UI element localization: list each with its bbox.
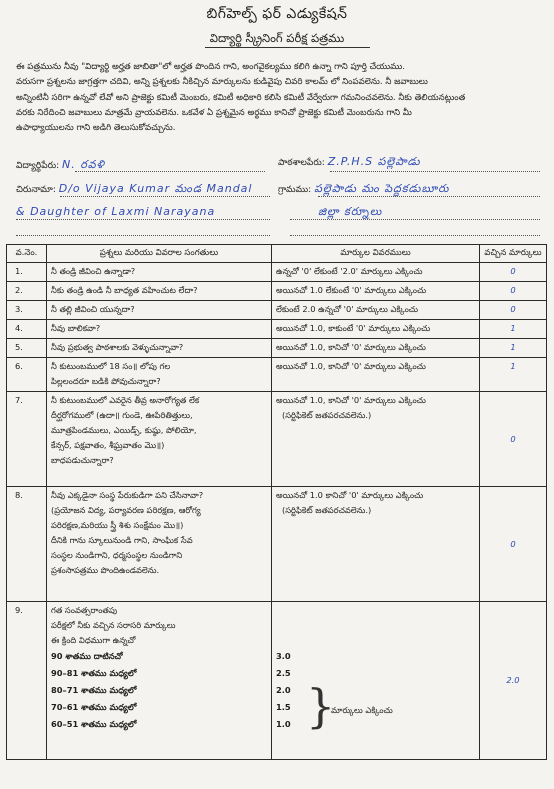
instruction-line: అన్నింటినీ సరిగా ఉన్నవో లేవో అని ప్రాజెక్టు కమిటీ మెంబరు, కమిటీ అధికారి కలిసి కమిటీ వేర్వేరుగా గమనించవలెను. నీకు తెలియనట్లుంత	[16, 92, 466, 103]
instruction-line: ఉపాధ్యాయులను గాని అడిగి తెలుసుకోవచ్చును.	[16, 123, 176, 134]
table-row	[7, 301, 547, 320]
table-header-row	[7, 245, 547, 263]
percentage-range: 60–51 శాతము మధ్యలో	[51, 719, 137, 729]
table-row	[7, 487, 547, 602]
row-marks-desc: అయినచో 1.0, కానిచో '0' మార్కులు ఎక్కించు	[272, 339, 480, 358]
row-marks-desc: లేకుంటే 2.0 ఉన్నచో '0' మార్కులు ఎక్కించు	[272, 301, 480, 320]
header-question: ప్రశ్నలు మరియు వివరాల సంగతులు	[47, 245, 272, 263]
student-name-underline	[75, 171, 265, 172]
header-sno: వ.నెం.	[7, 245, 47, 263]
row-marks-desc: ఉన్నచో '0' లేకుంటే '2.0' మార్కులు ఎక్కించు	[272, 263, 480, 282]
question-line: నీవు ఎక్కడైనా సంస్థ పేరుకుడిగా పని చేసినావా?	[51, 490, 204, 500]
village-value: పల్లెపాడు మం పెద్దకడుబూరు	[314, 182, 450, 195]
question-line: పరిరక్షణ,మరియు స్త్రీ శిశు సంక్షేమం మొ॥)	[51, 520, 184, 530]
instruction-line: వరకు నిరేదించి జవాబులు మాత్రమే వ్రాయవలెను. ఒకవేళ ఏ ప్రశ్నమైన అర్థము కానిచో ప్రాజెక్టు కమిటీ మెంబరును గాని మీ	[16, 107, 412, 118]
row-number: 7.	[7, 392, 47, 487]
question-line: దీనికి గాను స్కూలునుండి గాని, సాంఘిక సేవ	[51, 535, 193, 545]
curly-brace-icon: }	[306, 679, 336, 733]
instruction-line: ఈ పత్రమును నీవు "విద్యార్థి అర్హత జాబితా"లో అర్హత పొందిన గాని, అంగవైకల్యము కలిగి ఉన్నా గాని పూర్తి చేయుము.	[16, 62, 405, 72]
score-value: 1.5	[276, 702, 291, 712]
score-value: 1.0	[276, 719, 291, 729]
address-value-line1: D/o Vijaya Kumar మండ Mandal	[58, 182, 253, 195]
certificate-note: (సర్టిఫికెట్ జతపరచవలెను.)	[282, 410, 372, 420]
row-mark-input[interactable]: 0	[480, 392, 547, 487]
village-underline	[318, 196, 540, 197]
percentage-range: 90–81 శాతము మధ్యలో	[51, 668, 137, 678]
row-question: నీ తల్లి జీవించి యున్నదా?	[47, 301, 272, 320]
address-label: చిరునామా:	[16, 185, 56, 195]
page-subtitle: విద్యార్థి స్క్రీనింగ్ పరీక్ష పత్రము	[209, 31, 345, 45]
marks-desc-line: అయినచో 1.0 కానిచో '0' మార్కులు ఎక్కించు	[276, 490, 424, 500]
row-mark-input[interactable]: 1	[480, 358, 547, 392]
school-name-value: Z.P.H.S పల్లెపాడు	[327, 155, 421, 168]
row-mark-input[interactable]: 0	[480, 263, 547, 282]
table-row	[7, 358, 547, 392]
row-question: నీకు తండ్రి ఉండి నీ బాధ్యత వహించుట లేదా?	[47, 282, 272, 301]
row-number: 8.	[7, 487, 47, 602]
row-question	[47, 602, 272, 760]
address-underline-2	[16, 219, 270, 220]
question-line: పిల్లలందరూ బడికి పోవుచున్నారా?	[51, 376, 161, 386]
question-line: (ప్రయోజన విద్య, పర్యావరణ పరిరక్షణ, ఆరోగ్య	[51, 505, 201, 515]
table-row	[7, 320, 547, 339]
student-name-value: N. రవళి	[61, 158, 105, 171]
score-value: 2.0	[276, 685, 291, 695]
row-number: 4.	[7, 320, 47, 339]
district-underline-2	[290, 235, 540, 236]
score-scale	[276, 648, 475, 758]
question-line: కేన్సర్, పక్షవాతం, శీఘ్రవాతం మొ॥)	[51, 440, 165, 450]
row-question: నీవు బాలికవా?	[47, 320, 272, 339]
school-name-label: పాఠశాలపేరు:	[278, 158, 325, 168]
percentage-range: 80–71 శాతము మధ్యలో	[51, 685, 137, 695]
marks-desc-line: అయినచో 1.0, కానిచో '0' మార్కులు ఎక్కించు	[276, 395, 426, 405]
table-row	[7, 339, 547, 358]
address-value-line2: & Daughter of Laxmi Narayana	[16, 205, 216, 218]
row-number: 6.	[7, 358, 47, 392]
row-mark-input[interactable]: 1	[480, 320, 547, 339]
header-marks-desc: మార్కుల వివరములు	[272, 245, 480, 263]
question-line: గత సంవత్సరాంతపు	[51, 605, 118, 615]
address-underline-3	[16, 235, 270, 236]
school-name-field[interactable]	[278, 155, 421, 171]
school-name-underline	[330, 171, 540, 172]
row-number: 5.	[7, 339, 47, 358]
row-mark-input[interactable]: 0	[480, 282, 547, 301]
subtitle-underline	[205, 47, 370, 48]
row-mark-input[interactable]: 2.0	[480, 602, 547, 760]
row-marks-desc	[272, 392, 480, 487]
row-number: 3.	[7, 301, 47, 320]
address-underline-1	[60, 196, 270, 197]
row-question	[47, 392, 272, 487]
instructions-paragraph	[16, 60, 542, 136]
row-number: 2.	[7, 282, 47, 301]
address-field-line2[interactable]	[16, 205, 215, 218]
score-value: 3.0	[276, 651, 291, 661]
table-row	[7, 282, 547, 301]
question-line: మూత్రపిండములు, ఎయిడ్స్, కుష్ఠు, పోలియో,	[51, 425, 197, 435]
village-label: గ్రామము:	[278, 185, 312, 195]
question-line: నీ కుటుంబములో 18 సం॥ లోపు గల	[51, 361, 171, 371]
district-underline	[290, 219, 540, 220]
row-question	[47, 358, 272, 392]
row-mark-input[interactable]: 1	[480, 339, 547, 358]
question-line: సంస్థల నుండిగాని, ధర్మసంస్థల నుండిగాని	[51, 550, 183, 560]
row-marks-desc	[272, 487, 480, 602]
row-number: 1.	[7, 263, 47, 282]
screening-questions-table	[6, 244, 547, 760]
question-line: పరీక్షలో నీకు వచ్చిన సరాసరి మార్కులు	[51, 620, 176, 630]
row-marks-desc: అయినచో 1.0, కానిచో '0' మార్కులు ఎక్కించు	[272, 358, 480, 392]
question-line: బాధపడుచున్నారా?	[51, 455, 114, 465]
page-title: బిగ్‌హెల్ప్ ఫర్ ఎడ్యుకేషన్	[206, 6, 348, 22]
question-line: ప్రశంసాపత్రము పొందిఉండవలెను.	[51, 565, 160, 575]
student-name-label: విద్యార్థిపేరు:	[16, 161, 60, 171]
question-line: నీ కుటుంబములో ఎవరైన తీవ్ర అనారోగ్యత లేక	[51, 395, 200, 405]
instruction-line: వరుసగా ప్రశ్నలను జాగ్రత్తగా చదివి, అన్ని ప్రశ్నలకు నీకిచ్చిన మార్కులను కుడివైపు చివరి కాలమ్ లో నింపవలెను. నీ జవాబులు	[16, 77, 428, 88]
table-row	[7, 392, 547, 487]
percentage-range: 90 శాతము దాటినచో	[51, 651, 123, 661]
row-marks-desc: అయినచో 1.0, కాకుంటే '0' మార్కులు ఎక్కించు	[272, 320, 480, 339]
question-line: ఈ క్రింది విధముగా ఉన్నచో	[51, 635, 136, 645]
question-line: దీర్ఘరోగములో (ఉదా॥ గుండె, ఊపిరితిత్తులు,	[51, 410, 193, 420]
score-instruction: మార్కులు ఎక్కించు	[331, 705, 393, 715]
percentage-range: 70–61 శాతము మధ్యలో	[51, 702, 137, 712]
row-question: నీ తండ్రి జీవించి ఉన్నాడా?	[47, 263, 272, 282]
certificate-note: (సర్టిఫికెట్ జతపరచవలెను.)	[282, 505, 372, 515]
row-number: 9.	[7, 602, 47, 760]
table-row	[7, 263, 547, 282]
row-question	[47, 487, 272, 602]
row-mark-input[interactable]: 0	[480, 301, 547, 320]
row-marks-desc: అయినచో 1.0 లేకుంటే '0' మార్కులు ఎక్కించు	[272, 282, 480, 301]
header-marks-given: వచ్చిన మార్కులు	[480, 245, 547, 263]
district-value: జిల్లా కర్నూలు	[318, 205, 383, 218]
row-marks-desc	[272, 602, 480, 760]
row-mark-input[interactable]: 0	[480, 487, 547, 602]
row-question: నీవు ప్రభుత్వ పాఠశాలకు వెళ్ళుచున్నావా?	[47, 339, 272, 358]
score-value: 2.5	[276, 668, 291, 678]
table-row	[7, 602, 547, 760]
